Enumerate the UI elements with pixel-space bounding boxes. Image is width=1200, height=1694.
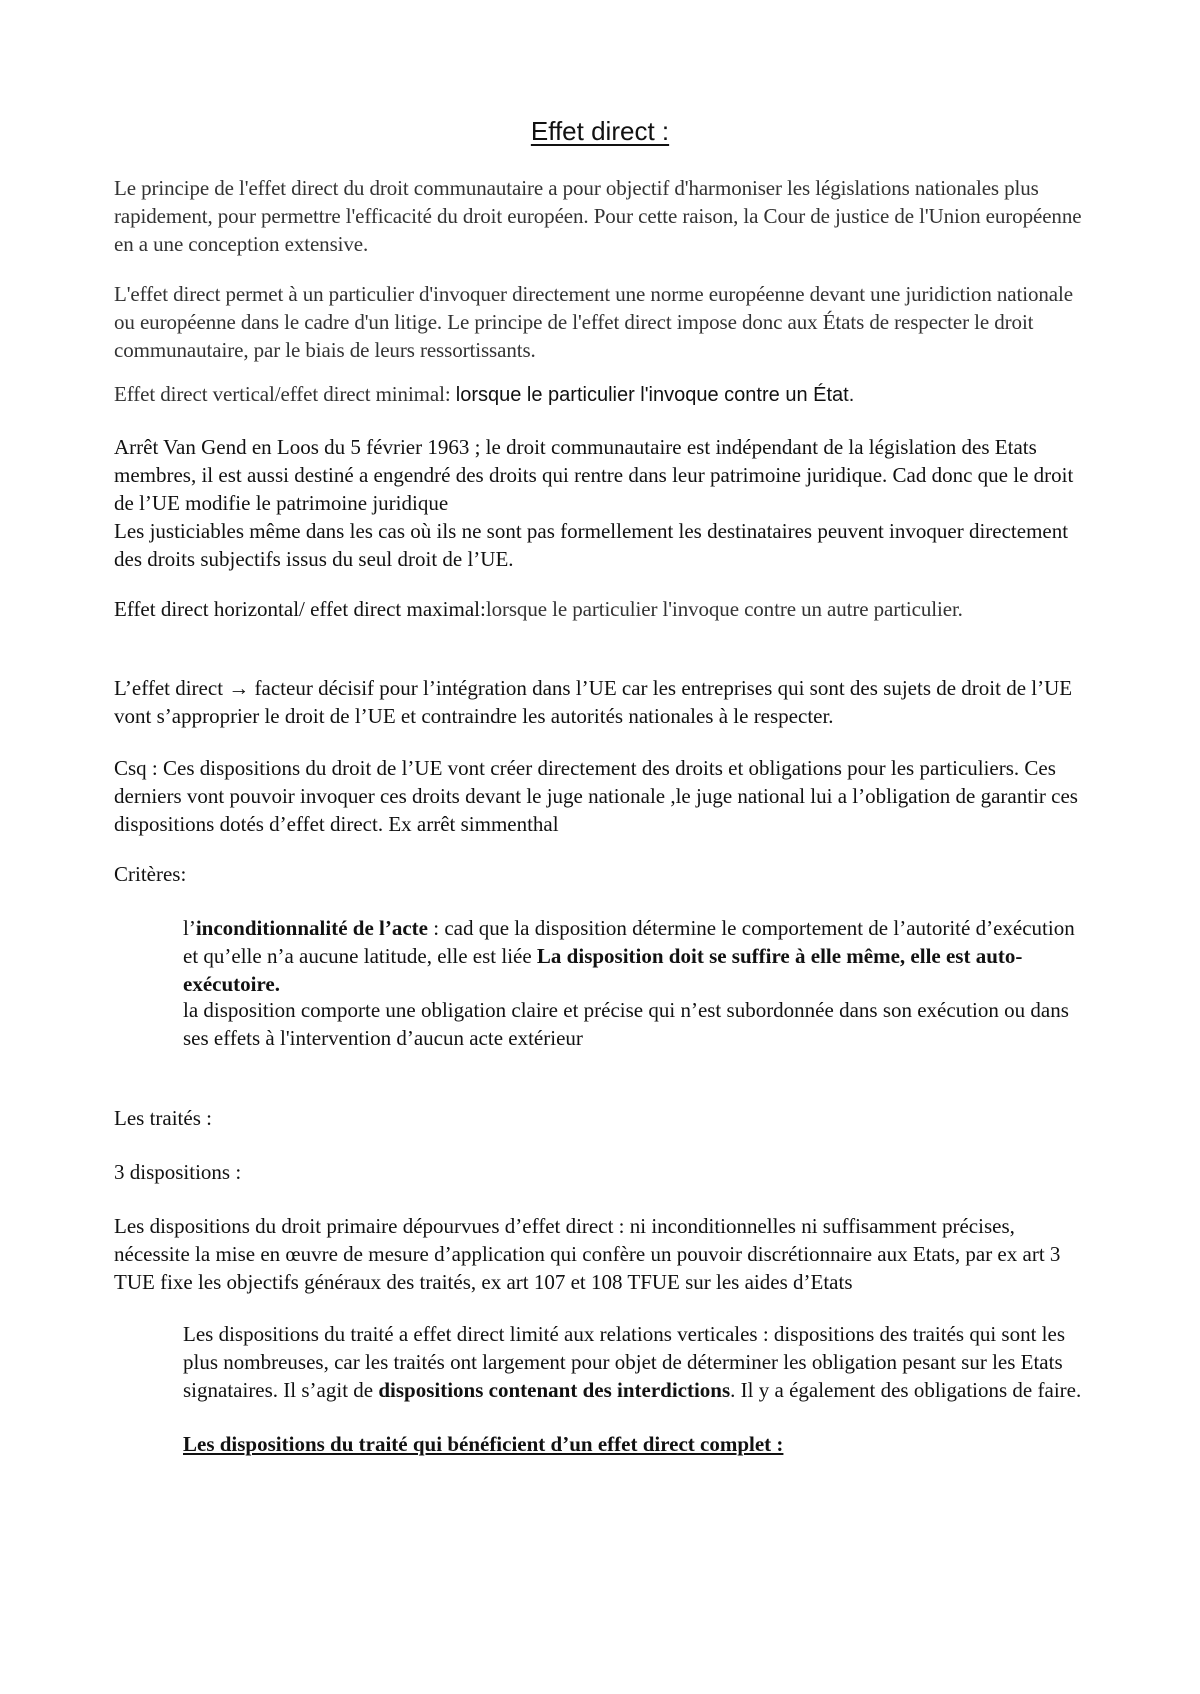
effet-horizontal-rest: lorsque le particulier l'invoque contre un autre particulier. (485, 597, 963, 621)
crit1-text: : cad que la disposition détermine le comportement de l’autorité d’exécution et qu’elle n’a aucune latitude, elle est liée (183, 916, 1075, 968)
heading-effet-complet (183, 1430, 1083, 1458)
paragraph-consequence: Csq : Ces dispositions du droit de l’UE vont créer directement des droits et obligations pour les particuliers. Ces derniers vont pouvoir invoquer ces droits devant le juge nationale ,le juge national lui a l’obligation de garantir ces dispositions dotés d’effet direct. Ex arrêt simmenthal (114, 756, 1078, 836)
paragraph-sans-effet-direct: Les dispositions du droit primaire dépourvues d’effet direct : ni inconditionnelles ni suffisamment précises, nécessite la mise en œuvre de mesure d’application qui confère un pouvoir discrétionnaire aux Etats, par ex art 3 TUE fixe les objectifs généraux des traités, ex art 107 et 108 TFUE sur les aides d’Etats (114, 1214, 1061, 1294)
van-gend-text: Arrêt Van Gend en Loos du 5 février 1963 ; le droit communautaire est indépendant de la législation des Etats membres, il est aussi destiné a engendré des droits qui rentre dans leur patrimoine juridique. Cad donc que le droit de l’UE modifie le patrimoine juridique (114, 435, 1074, 515)
dispositions-heading: 3 dispositions : (114, 1160, 242, 1184)
crit1-bold-conclusion: La disposition doit se suffire à elle même, elle est auto-exécutoire. (183, 944, 1023, 996)
critere-inconditionnalite (183, 914, 1083, 998)
crit1-bold-term: inconditionnalité de l’acte (195, 916, 428, 940)
effet-vertical-rest: lorsque le particulier l'invoque contre un État. (455, 384, 855, 406)
crit1-prefix: l’ (183, 916, 196, 940)
paragraph-van-gend (114, 433, 1094, 573)
effet-horizontal-lead: Effet direct horizontal/ effet direct maximal: (114, 597, 486, 621)
effet-vertical-lead: Effet direct vertical/effet direct minimal: (114, 382, 456, 406)
effet-limite-text: Les dispositions du traité a effet direct limité aux relations verticales : dispositions des traités qui sont les plus nombreuses, car les traités ont largement pour objet de déterminer les obligation pesant sur les Etats signataires. Il s’agit de (183, 1322, 1066, 1402)
effet-complet-underlined: Les dispositions du traité qui bénéficient d’un effet direct complet : (183, 1432, 784, 1456)
paragraph-definition: L'effet direct permet à un particulier d'invoquer directement une norme européenne devant une juridiction nationale ou européenne dans le cadre d'un litige. Le principe de l'effet direct impose donc aux États de respecter le droit communautaire, par le biais de leurs ressortissants. (114, 282, 1073, 362)
justiciables-text: Les justiciables même dans les cas où ils ne sont pas formellement les destinataires peuvent invoquer directement des droits subjectifs issus du seul droit de l’UE. (114, 519, 1069, 571)
paragraph-facteur-decisif: L’effet direct → facteur décisif pour l’intégration dans l’UE car les entreprises qui sont des sujets de droit de l’UE vont s’approprier le droit de l’UE et contraindre les autorités nationales à le respecter. (114, 676, 1073, 728)
page-title: Effet direct : (530, 116, 670, 146)
effet-limite-bold: dispositions contenant des interdictions (378, 1378, 731, 1402)
traites-heading: Les traités : (114, 1106, 212, 1130)
paragraph-effet-limite (183, 1320, 1083, 1404)
paragraph-effet-vertical (114, 380, 1094, 409)
paragraph-principe: Le principe de l'effet direct du droit communautaire a pour objectif d'harmoniser les législations nationales plus rapidement, pour permettre l'efficacité du droit européen. Pour cette raison, la Cour de justice de l'Union européenne en a une conception extensive. (114, 176, 1082, 256)
critere-precision: la disposition comporte une obligation claire et précise qui n’est subordonnée dans son exécution ou dans ses effets à l'intervention d’aucun acte extérieur (183, 998, 1069, 1050)
paragraph-effet-horizontal (114, 595, 1094, 623)
criteres-heading: Critères: (114, 862, 187, 886)
effet-limite-post: . Il y a également des obligations de faire. (730, 1378, 1082, 1402)
